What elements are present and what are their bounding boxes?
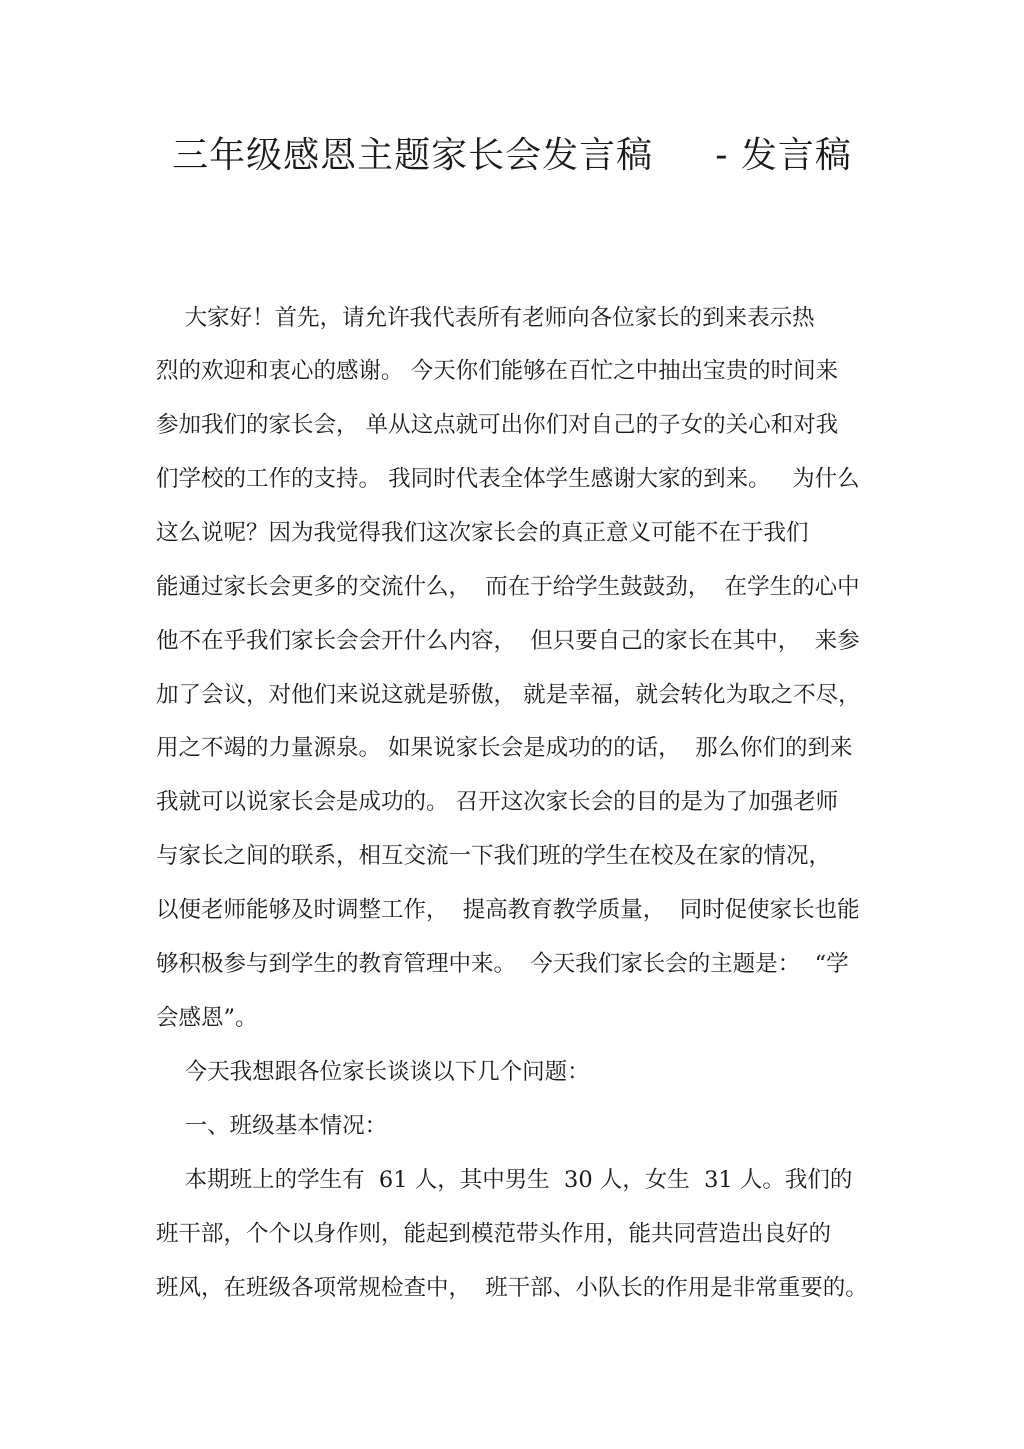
paragraph-line: 参加我们的家长会， 单从这点就可出你们对自己的子女的关心和对我 bbox=[156, 412, 839, 438]
paragraph-line: 本期班上的学生有 61 人，其中男生 30 人，女生 31 人。我们的 bbox=[156, 1167, 853, 1193]
paragraph-line: 以便老师能够及时调整工作， 提高教育教学质量， 同时促使家长也能 bbox=[156, 897, 860, 923]
paragraph-line: 用之不竭的力量源泉。 如果说家长会是成功的的话， 那么你们的到来 bbox=[156, 735, 853, 761]
section-heading: 一、班级基本情况： bbox=[156, 1113, 388, 1139]
section-intro-line: 今天我想跟各位家长谈谈以下几个问题： bbox=[156, 1059, 590, 1085]
paragraph-line: 我就可以说家长会是成功的。 召开这次家长会的目的是为了加强老师 bbox=[156, 789, 839, 815]
paragraph-line: 与家长之间的联系，相互交流一下我们班的学生在校及在家的情况， bbox=[156, 843, 832, 869]
paragraph-line: 他不在乎我们家长会会开什么内容， 但只要自己的家长在其中， 来参 bbox=[156, 628, 860, 654]
paragraph-line: 们学校的工作的支持。 我同时代表全体学生感谢大家的到来。 为什么 bbox=[156, 466, 860, 492]
paragraph-line: 够积极参与到学生的教育管理中来。 今天我们家长会的主题是： “学 bbox=[156, 951, 849, 977]
paragraph-line: 会感恩”。 bbox=[156, 1005, 258, 1031]
paragraph-line: 烈的欢迎和衷心的感谢。 今天你们能够在百忙之中抽出宝贵的时间来 bbox=[156, 358, 839, 384]
paragraph-line: 班风，在班级各项常规检查中， 班干部、小队长的作用是非常重要的。 bbox=[156, 1275, 868, 1301]
paragraph-line: 能通过家长会更多的交流什么， 而在于给学生鼓鼓劲， 在学生的心中 bbox=[156, 574, 860, 600]
paragraph-line: 班干部，个个以身作则，能起到模范带头作用，能共同营造出良好的 bbox=[156, 1221, 832, 1247]
paragraph-line: 加了会议，对他们来说这就是骄傲， 就是幸福，就会转化为取之不尽， bbox=[156, 682, 861, 708]
document-title: 三年级感恩主题家长会发言稿 - 发言稿 bbox=[172, 135, 852, 176]
paragraph-line: 这么说呢？因为我觉得我们这次家长会的真正意义可能不在于我们 bbox=[156, 520, 809, 546]
paragraph-line: 大家好！首先，请允许我代表所有老师向各位家长的到来表示热 bbox=[156, 305, 815, 331]
